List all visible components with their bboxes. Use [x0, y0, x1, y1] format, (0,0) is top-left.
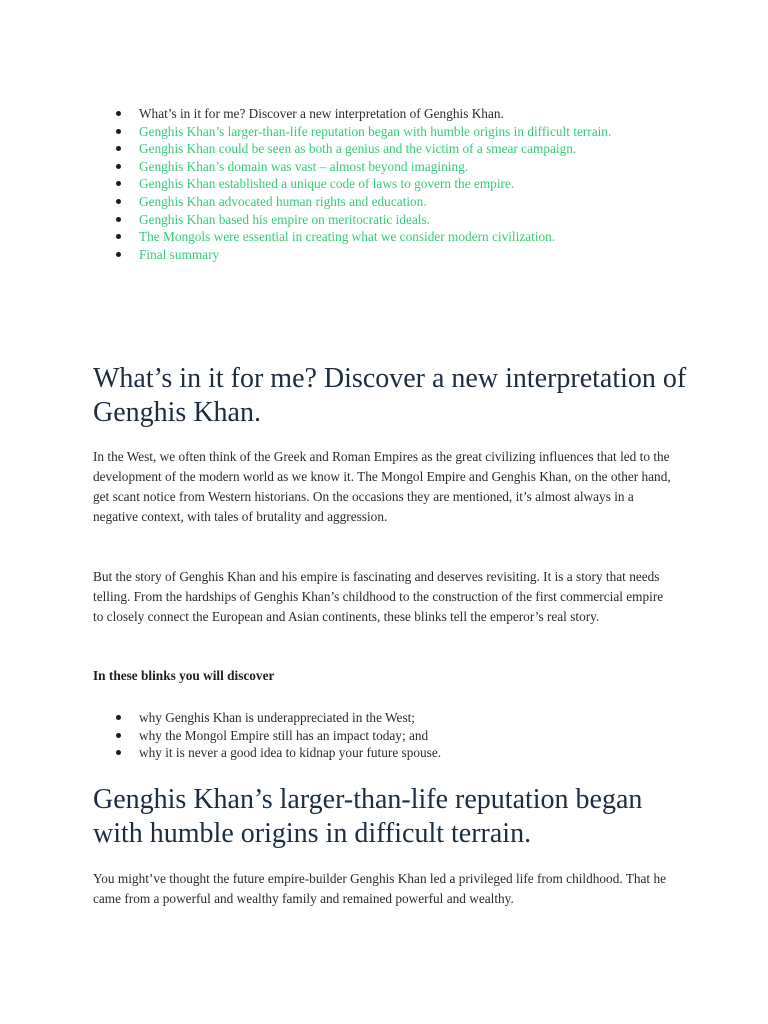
toc-item[interactable]: Final summary: [116, 246, 676, 264]
section-heading: What’s in it for me? Discover a new interpretation of Genghis Khan.: [93, 363, 687, 428]
toc-item[interactable]: Genghis Khan established a unique code of laws to govern the empire.: [116, 175, 676, 193]
toc-item[interactable]: Genghis Khan’s domain was vast – almost beyond imagining.: [116, 158, 676, 176]
blinks-subheading: In these blinks you will discover: [93, 668, 275, 683]
toc-item[interactable]: Genghis Khan could be seen as both a genius and the victim of a smear campaign.: [116, 140, 676, 158]
toc-item[interactable]: Genghis Khan’s larger-than-life reputation began with humble origins in difficult terrain.: [116, 123, 676, 141]
section-heading: Genghis Khan’s larger-than-life reputation began with humble origins in difficult terrain.: [93, 784, 643, 849]
toc-item[interactable]: What’s in it for me? Discover a new interpretation of Genghis Khan.: [116, 105, 676, 123]
toc-item[interactable]: Genghis Khan advocated human rights and education.: [116, 193, 676, 211]
list-item: why it is never a good idea to kidnap your future spouse.: [116, 744, 676, 762]
discover-list: [116, 709, 676, 762]
body-paragraph: You might’ve thought the future empire-builder Genghis Khan led a privileged life from childhood. That he came from a powerful and wealthy family and remained powerful and wealthy.: [93, 871, 666, 906]
table-of-contents: [116, 105, 676, 263]
toc-item[interactable]: Genghis Khan based his empire on meritocratic ideals.: [116, 211, 676, 229]
toc-item[interactable]: The Mongols were essential in creating what we consider modern civilization.: [116, 228, 676, 246]
list-item: why Genghis Khan is underappreciated in the West;: [116, 709, 676, 727]
body-paragraph: But the story of Genghis Khan and his empire is fascinating and deserves revisiting. It is a story that needs telling. From the hardships of Genghis Khan’s childhood to the construction of the first commercial empire to closely connect the European and Asian continents, these blinks tell the emperor’s real story.: [93, 569, 664, 624]
body-paragraph: In the West, we often think of the Greek and Roman Empires as the great civilizing influences that led to the development of the modern world as we know it. The Mongol Empire and Genghis Khan, on the other hand, get scant notice from Western historians. On the occasions they are mentioned, it’s almost always in a negative context, with tales of brutality and aggression.: [93, 449, 671, 524]
list-item: why the Mongol Empire still has an impact today; and: [116, 727, 676, 745]
